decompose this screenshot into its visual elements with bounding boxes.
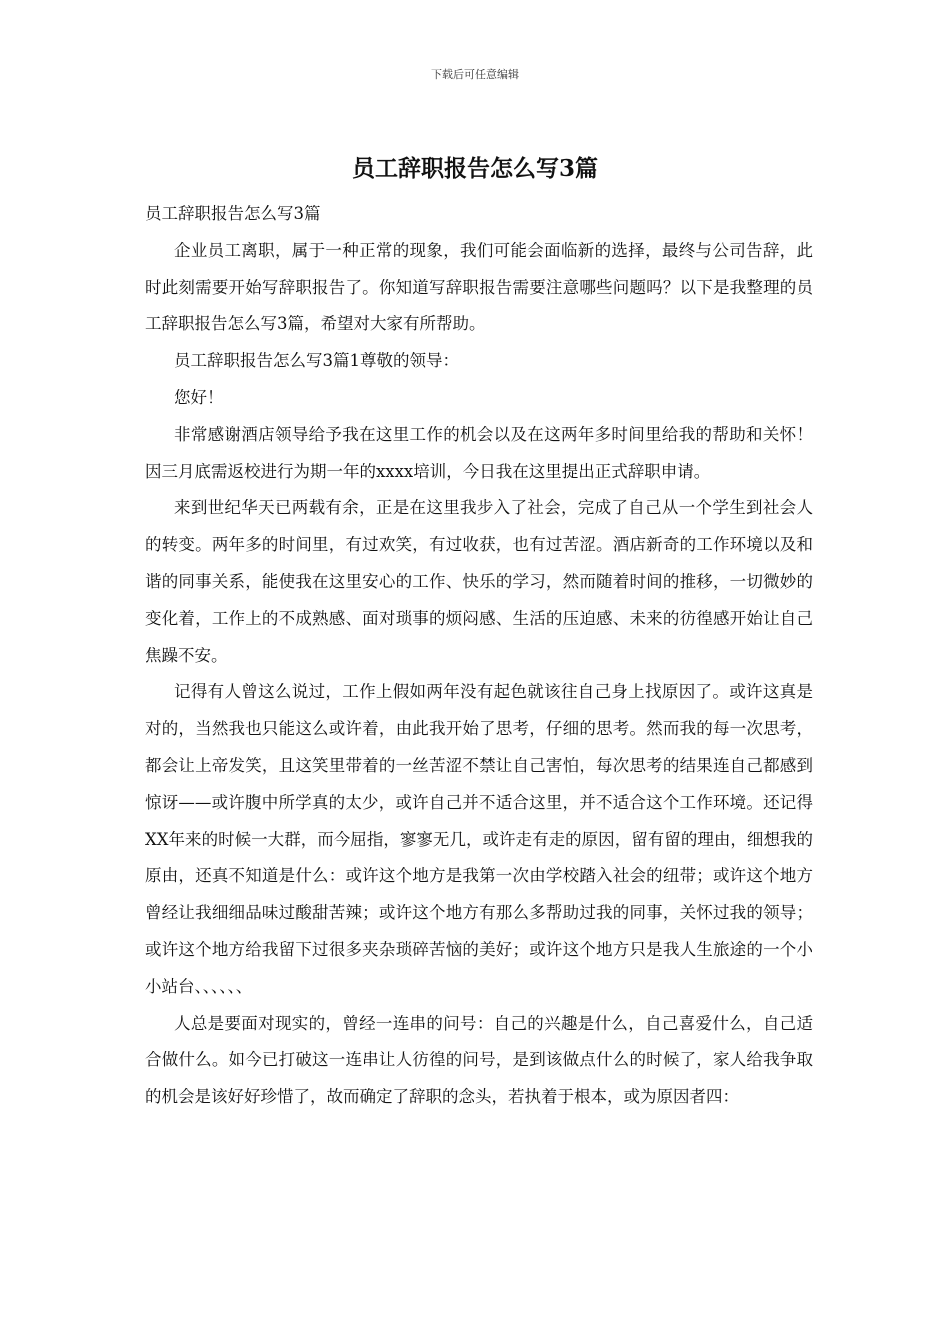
body-paragraph: 人总是要面对现实的，曾经一连串的问号：自己的兴趣是什么，自己喜爱什么，自己适合做什么。如今已打破这一连串让人彷徨的问号，是到该做点什么的时候了，家人给我争取的机会是该好好珍惜了，故而确定了辞职的念头，若执着于根本，或为原因者四： <box>145 1013 813 1107</box>
document-title: 员工辞职报告怎么写3篇 <box>351 155 598 182</box>
body-paragraph: 来到世纪华天已两载有余，正是在这里我步入了社会，完成了自己从一个学生到社会人的转变。两年多的时间里，有过欢笑，有过收获，也有过苦涩。酒店新奇的工作环境以及和谐的同事关系，能使我在这里安心的工作、快乐的学习，然而随着时间的推移，一切微妙的变化着，工作上的不成熟感、面对琐事的烦闷感、生活的压迫感、未来的彷徨感开始让自己焦躁不安。 <box>145 498 813 665</box>
document-body <box>145 196 813 1116</box>
page-header-note: 下载后可任意编辑 <box>431 68 519 81</box>
body-paragraph: 非常感谢酒店领导给予我在这里工作的机会以及在这两年多时间里给我的帮助和关怀！因三月底需返校进行为期一年的xxxx培训，今日我在这里提出正式辞职申请。 <box>145 424 813 481</box>
greeting-line: 您好！ <box>174 387 224 407</box>
body-paragraph: 记得有人曾这么说过，工作上假如两年没有起色就该往自己身上找原因了。或许这真是对的，当然我也只能这么或许着，由此我开始了思考，仔细的思考。然而我的每一次思考，都会让上帝发笑，且这笑里带着的一丝苦涩不禁让自己害怕，每次思考的结果连自己都感到惊讶——或许腹中所学真的太少，或许自己并不适合这里，并不适合这个工作环境。还记得XX年来的时候一大群，而今屈指，寥寥无几，或许走有走的原因，留有留的理由，细想我的原由，还真不知道是什么：或许这个地方是我第一次由学校踏入社会的纽带；或许这个地方曾经让我细细品味过酸甜苦辣；或许这个地方有那么多帮助过我的同事，关怀过我的领导；或许这个地方给我留下过很多夹杂琐碎苦恼的美好；或许这个地方只是我人生旅途的一个小小站台、、、、、、 <box>145 682 813 996</box>
intro-paragraph: 企业员工离职，属于一种正常的现象，我们可能会面临新的选择，最终与公司告辞，此时此刻需要开始写辞职报告了。你知道写辞职报告需要注意哪些问题吗？以下是我整理的员工辞职报告怎么写3篇，希望对大家有所帮助。 <box>145 240 813 334</box>
subtitle-line: 员工辞职报告怎么写3篇 <box>145 204 321 223</box>
letter-salutation: 员工辞职报告怎么写3篇1尊敬的领导： <box>174 351 459 371</box>
